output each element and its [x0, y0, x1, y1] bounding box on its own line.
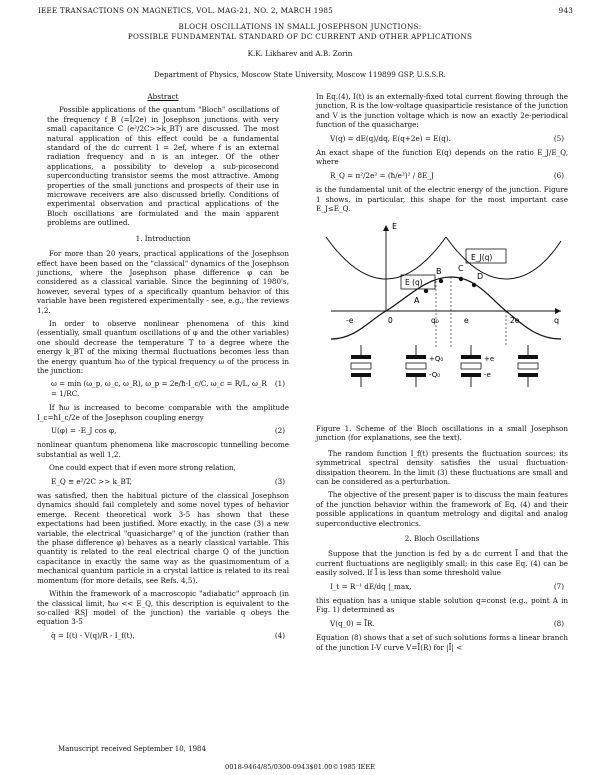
- tick-zero: 0: [388, 316, 393, 326]
- equation-5-body: V(q) = dE(q)/dq, E(q+2e) = E(q).: [330, 133, 451, 143]
- page-number: 943: [558, 6, 573, 15]
- title-line-2: POSSIBLE FUNDAMENTAL STANDARD OF DC CURRENT AND OTHER APPLICATIONS: [127, 31, 473, 41]
- equation-8-number: (8): [553, 618, 564, 628]
- intro-heading: 1. Introduction: [135, 233, 191, 243]
- paper-title: [0, 22, 600, 41]
- intro-paragraph-4: nonlinear quantum phenomena like macroscopic tunnelling become substantial as well 1,2.: [37, 440, 289, 459]
- title-line-1: BLOCH OSCILLATIONS IN SMALL JOSEPHSON JUNCTIONS:: [178, 22, 422, 31]
- right-paragraph-2: An exact shape of the function E(q) depends on the ratio E_J/E_Q, where: [316, 148, 568, 167]
- equation-2-number: (2): [274, 426, 285, 435]
- bloch-heading: 2. Bloch Oscillations: [404, 533, 480, 543]
- figure-1: [316, 219, 568, 442]
- copyright-line: 0018-9464/85/0300-0943$01.00©1985 IEEE: [225, 763, 375, 771]
- running-header: [38, 6, 573, 15]
- tick-2e: 2e: [510, 316, 520, 326]
- equation-6-body: R_Q = π²/2e² = (ħ/e²)² / 8E_J: [330, 170, 434, 180]
- point-d-label: D: [477, 272, 484, 282]
- equation-3-number: (3): [274, 476, 285, 486]
- right-paragraph-4: The random function I_f(t) presents the fluctuation sources; its symmetrical spectral density satisfies the usual fluctuation-dissipation theorem. In the limit (3) these fluctuations are small and can be considered as a perturbation.: [316, 448, 568, 486]
- equation-4-body: q̇ = I(t) - V(q)/R - I_f(t),: [51, 630, 135, 640]
- plus-q0-label: +Q₀: [429, 355, 444, 364]
- right-column: [316, 92, 568, 656]
- point-c: [459, 277, 463, 281]
- equation-4: [37, 631, 289, 640]
- minus-q0-label: -Q₀: [429, 371, 441, 380]
- equation-5: [316, 134, 568, 143]
- journal-header: IEEE TRANSACTIONS ON MAGNETICS, VOL. MAG-21, NO. 2, MARCH 1985: [38, 6, 333, 15]
- bloch-paragraph-1: Suppose that the junction is fed by a dc current Ī and that the current fluctuations are negligibly small; in this case Eq. (4) can be easily solved. If Ī is less than some threshold value: [316, 549, 568, 578]
- intro-paragraph-3: If ħω is increased to become comparable with the amplitude I_c=ħI_c/2e of the Josephson coupling energy: [37, 403, 289, 422]
- capacitor-1: [351, 345, 371, 387]
- equation-8-body: V(q_0) = ĪR.: [330, 618, 375, 628]
- tick-q0: q₀: [431, 316, 439, 326]
- footnote: Manuscript received September 10, 1984: [58, 745, 206, 753]
- equation-8: [316, 619, 568, 628]
- point-c-label: C: [458, 264, 464, 274]
- tick-e: e: [464, 316, 469, 326]
- point-a-label: A: [414, 296, 420, 306]
- point-b: [439, 279, 443, 283]
- right-paragraph-3: is the fundamental unit of the electric energy of the junction. Figure 1 shows, in particular, this shape for the most important case E_J≤E_Q.: [316, 185, 568, 214]
- left-column: [37, 92, 289, 645]
- plus-e-label: +e: [484, 355, 495, 364]
- equation-1: [37, 379, 289, 398]
- equation-1-body: ω = min (ω_p, ω_c, ω_R), ω_p = 2e/ħ·I_c/C, ω_c = R/L, ω_R = 1/RC.: [51, 379, 267, 398]
- authors: K.K. Likharev and A.B. Zorin: [247, 49, 353, 58]
- equation-1-number: (1): [274, 379, 285, 389]
- axis-q-label: q: [554, 316, 560, 326]
- capacitor-2: [406, 345, 443, 387]
- q-axis-arrow: [555, 308, 561, 314]
- figure-1-caption: Figure 1. Scheme of the Bloch oscillations in a small Josephson junction (for explanations, see the text).: [316, 423, 568, 443]
- equation-6-number: (6): [553, 170, 564, 180]
- tick-neg-e: -e: [346, 316, 354, 326]
- equation-2: [37, 426, 289, 435]
- capacitor-3: [461, 345, 494, 387]
- lower-band-curve: [331, 277, 561, 339]
- intro-paragraph-7: Within the framework of a macroscopic "adiabatic" approach (in the classical limit, ħω << E_Q, this description is equivalent to the so-called RSJ model of the junction) the variable q obeys the equation 3-5: [37, 589, 289, 627]
- abstract-heading: Abstract: [147, 92, 179, 101]
- intro-paragraph-5: One could expect that if even more strong relation,: [49, 463, 236, 473]
- right-paragraph-1: In Eq.(4), I(t) is an externally-fixed total current flowing through the junction, R is the low-voltage quasiparticle resistance of the junction and V is the junction voltage which is now an exactly 2e-periodical function of the quasicharge:: [316, 92, 568, 130]
- minus-e-label: -e: [484, 371, 491, 380]
- eq-label: E (q): [405, 278, 423, 288]
- equation-7: [316, 582, 568, 591]
- equation-5-number: (5): [553, 133, 564, 143]
- equation-4-number: (4): [274, 630, 285, 640]
- equation-2-body: U(φ) = -E_J cos φ,: [51, 426, 117, 435]
- intro-paragraph-6: was satisfied, then the habitual picture of the classical Josephson dynamics should fail completely and some novel types of behavior emerge. Recent theoretical work 3-5 has shown that these expectations had been justified. More exactly, in the case (3) a new variable, the electrical "quasicharge" q of the junction (rather than the phase difference φ) behaves as a nearly classical variable. This quantity is related to the real electrical charge Q of the junction capacitance in exactly the same way as the quasimomentum of a mechanical quantum particle in a crystal lattice is related to its real momentum (for more details, see Refs. 4,5).: [37, 491, 289, 585]
- point-b-label: B: [436, 267, 442, 277]
- ej-label: E_J(q): [471, 253, 493, 263]
- right-paragraph-5: The objective of the present paper is to discuss the main features of the junction behavior within the framework of Eq. (4) and their possible applications in quantum metrology and digital and analog superconductive electronics.: [316, 490, 568, 528]
- equation-7-body: I_t = R⁻¹ dE/dq |_max,: [330, 581, 412, 591]
- e-axis-arrow: [383, 225, 389, 231]
- affiliation: Department of Physics, Moscow State University, Moscow 119899 GSP, U.S.S.R.: [154, 70, 446, 79]
- bloch-paragraph-2: this equation has a unique stable solution q=const (e.g., point A in Fig. 1) determined as: [316, 595, 568, 615]
- point-a: [424, 289, 428, 293]
- equation-7-number: (7): [553, 581, 564, 591]
- axis-e-label: E: [392, 222, 398, 232]
- figure-1-diagram: [316, 219, 568, 419]
- capacitor-4: [518, 345, 538, 387]
- point-d: [472, 283, 476, 287]
- intro-paragraph-1: For more than 20 years, practical applications of the Josephson effect have been based on the "classical" dynamics of the Josephson junctions, where the Josephson phase difference φ can be considered as a classical variable. Since the beginning of 1980's, however, several types of a specifically quantum behavior of this variable have been registered experimentally - see, e.g., the reviews 1,2.: [37, 249, 289, 315]
- abstract-text: Possible applications of the quantum "Bloch" oscillations of the frequency f_B (=Ī/2e) in Josephson junctions with very small capacitance C (e²/2C>>k_BT) are discussed. The most natural application of this effect could be a fundamental standard of the dc current I = 2ef, where f is an external radiation frequency and n is an integer. Of the other applications, a possibility to develop a sub-picosecond superconducting transistor seems the most attractive. Among properties of the small junctions and prospects of their use in microwave receivers are also discussed briefly. Conditions of experimental observation and practical applications of the Bloch oscillations are formulated and the main apparent problems are outlined.: [47, 105, 279, 228]
- intro-paragraph-2: In order to observe nonlinear phenomena of this kind (essentially, small quantum oscillations of φ and the other variables) one should decrease the temperature T to a degree where the energy k_BT of the mixing thermal fluctuations becomes less than the energy quantum ħω of the typical frequency ω of the process in the junction:: [37, 318, 289, 375]
- bloch-paragraph-3: Equation (8) shows that a set of such solutions forms a linear branch of the junction I-V curve V=Ī(R) for |Ī| <: [316, 633, 568, 652]
- equation-6: [316, 171, 568, 180]
- equation-3-body: E_Q ≡ e²/2C >> k_BT,: [51, 476, 132, 486]
- equation-3: [37, 477, 289, 486]
